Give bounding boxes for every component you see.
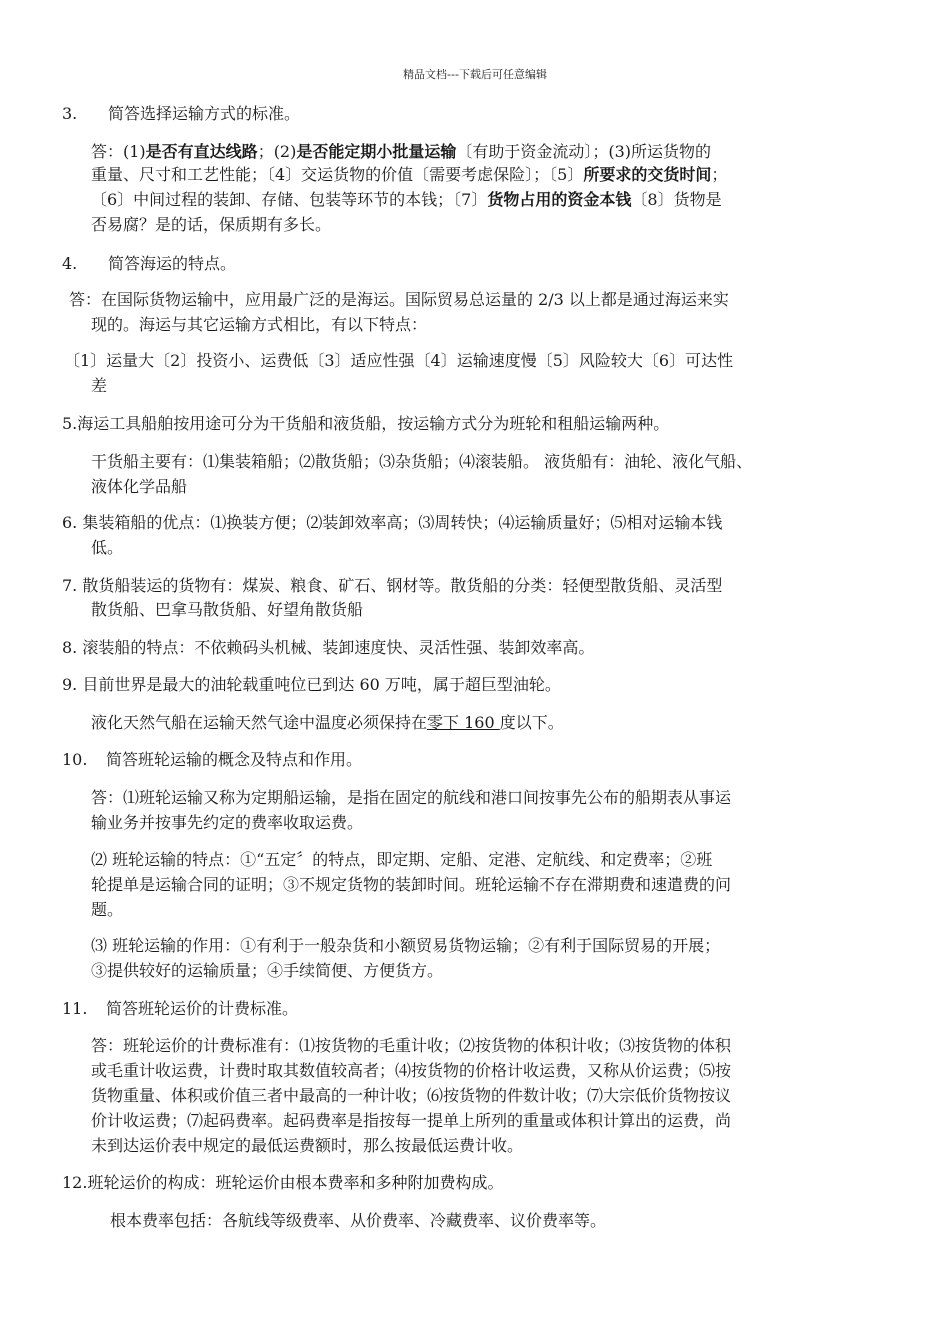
q3-text: 〔6〕中间过程的装卸、存储、包装等环节的本钱；〔7〕 (91, 190, 488, 209)
q7-line-1: 7. 散货船装运的货物有：煤炭、粮食、矿石、钢材等。散货船的分类：轻便型散货船、灵活型 (62, 576, 723, 595)
q12-line-2: 根本费率包括：各航线等级费率、从价费率、冷藏费率、议价费率等。 (110, 1211, 607, 1230)
q3-answer-line-4: 否易腐？是的话，保质期有多长。 (91, 215, 332, 234)
q4-answer-line-1: 答：在国际货物运输中，应用最广泛的是海运。国际贸易总运量的 2/3 以上都是通过海运来实 (69, 290, 729, 309)
q5-line-1: 5.海运工具船舶按用途可分为干货船和液货船，按运输方式分为班轮和租船运输两种。 (62, 414, 670, 433)
q10-number: 10. (62, 750, 88, 769)
q3-bold-capital-cost: 货物占用的资金本钱 (487, 190, 632, 209)
q9-underlined-temperature: 零下 160 (427, 713, 500, 732)
q4-answer-line-4: 差 (91, 376, 108, 395)
q7-line-2: 散货船、巴拿马散货船、好望角散货船 (91, 600, 364, 619)
q11-answer-line-4: 价计收运费；⑺起码费率。起码费率是指按每一提单上所列的重量或体积计算出的运费，尚 (91, 1111, 732, 1130)
q3-text: ； (711, 165, 728, 184)
q3-text: ；(2) (257, 142, 297, 161)
q4-title-text: 简答海运的特点。 (108, 254, 237, 273)
q3-text: 〔有助于资金流动〕；(3)所运货物的 (456, 142, 712, 161)
q10-answer-line-6: ⑶ 班轮运输的作用：①有利于一般杂货和小额贸易货物运输；②有利于国际贸易的开展； (91, 936, 721, 955)
q10-answer-line-5: 题。 (91, 900, 124, 919)
q4-answer-line-3: 〔1〕运量大〔2〕投资小、运费低〔3〕适应性强〔4〕运输速度慢〔5〕风险较大〔6〕可达性 (64, 351, 734, 370)
q3-bold-small-batch: 是否能定期小批量运输 (296, 142, 457, 161)
q10-title-text: 简答班轮运输的概念及特点和作用。 (106, 750, 363, 769)
q3-answer-line-1 (91, 142, 711, 162)
q11-title-text: 简答班轮运价的计费标准。 (106, 999, 299, 1018)
q11-answer-line-3: 货物重量、体积或价值三者中最高的一种计收；⑹按货物的件数计收；⑺大宗低价货物按议 (91, 1086, 732, 1105)
q10-answer-line-4: 轮提单是运输合同的证明；③不规定货物的装卸时间。班轮运输不存在滞期费和速遣费的问 (91, 875, 732, 894)
q3-text: 重量、尺寸和工艺性能；〔4〕交运货物的价值〔需要考虑保险〕；〔5〕 (91, 165, 584, 184)
q4-number: 4. (62, 254, 78, 273)
q9-line-2 (91, 713, 564, 733)
page-header: 精品文档---下载后可任意编辑 (403, 68, 547, 81)
q9-text: 液化天然气船在运输天然气途中温度必须保持在 (91, 713, 428, 732)
q11-answer-line-2: 或毛重计收运费，计费时取其数值较高者；⑷按货物的价格计收运费，又称从价运费；⑸按 (91, 1061, 732, 1080)
q12-line-1: 12.班轮运价的构成：班轮运价由根本费率和多种附加费构成。 (62, 1173, 504, 1192)
q10-answer-line-2: 输业务并按事先约定的费率收取运费。 (91, 813, 364, 832)
q11-answer-line-1: 答：班轮运价的计费标准有：⑴按货物的毛重计收；⑵按货物的体积计收；⑶按货物的体积 (91, 1036, 732, 1055)
q5-line-3: 液体化学品船 (91, 477, 188, 496)
q10-answer-line-7: ③提供较好的运输质量；④手续简便、方便货方。 (91, 961, 444, 980)
q9-text: 度以下。 (499, 713, 564, 732)
q3-bold-delivery-time: 所要求的交货时间 (583, 165, 712, 184)
q3-number: 3. (62, 104, 78, 123)
q5-line-2: 干货船主要有：⑴集装箱船；⑵散货船；⑶杂货船；⑷滚装船。 液货船有：油轮、液化气船、 (91, 452, 753, 471)
q4-title (62, 254, 236, 274)
q6-line-1: 6. 集装箱船的优点：⑴换装方便；⑵装卸效率高；⑶周转快；⑷运输质量好；⑸相对运输本钱 (62, 513, 723, 532)
q3-title-text: 简答选择运输方式的标准。 (108, 104, 301, 123)
q9-line-1: 9. 目前世界是最大的油轮载重吨位已到达 60 万吨，属于超巨型油轮。 (62, 675, 561, 694)
q4-answer-line-2: 现的。海运与其它运输方式相比，有以下特点： (91, 315, 428, 334)
q3-text: 〔8〕货物是 (631, 190, 722, 209)
q10-title (62, 750, 362, 770)
q3-answer-line-2 (91, 165, 727, 185)
q6-line-2: 低。 (91, 538, 124, 557)
q3-title (62, 104, 300, 124)
q3-answer-line-3 (91, 190, 722, 210)
q8-line-1: 8. 滚装船的特点：不依赖码头机械、装卸速度快、灵活性强、装卸效率高。 (62, 638, 595, 657)
q11-number: 11. (62, 999, 88, 1018)
q11-answer-line-5: 未到达运价表中规定的最低运费额时，那么按最低运费计收。 (91, 1136, 524, 1155)
q10-answer-line-1: 答：⑴班轮运输又称为定期船运输，是指在固定的航线和港口间按事先公布的船期表从事运 (91, 788, 732, 807)
q3-text: 答：(1) (91, 142, 146, 161)
q11-title (62, 999, 298, 1019)
q3-bold-direct-route: 是否有直达线路 (145, 142, 258, 161)
q10-answer-line-3: ⑵ 班轮运输的特点：①“五定〞的特点，即定期、定船、定港、定航线、和定费率；②班 (91, 850, 713, 869)
